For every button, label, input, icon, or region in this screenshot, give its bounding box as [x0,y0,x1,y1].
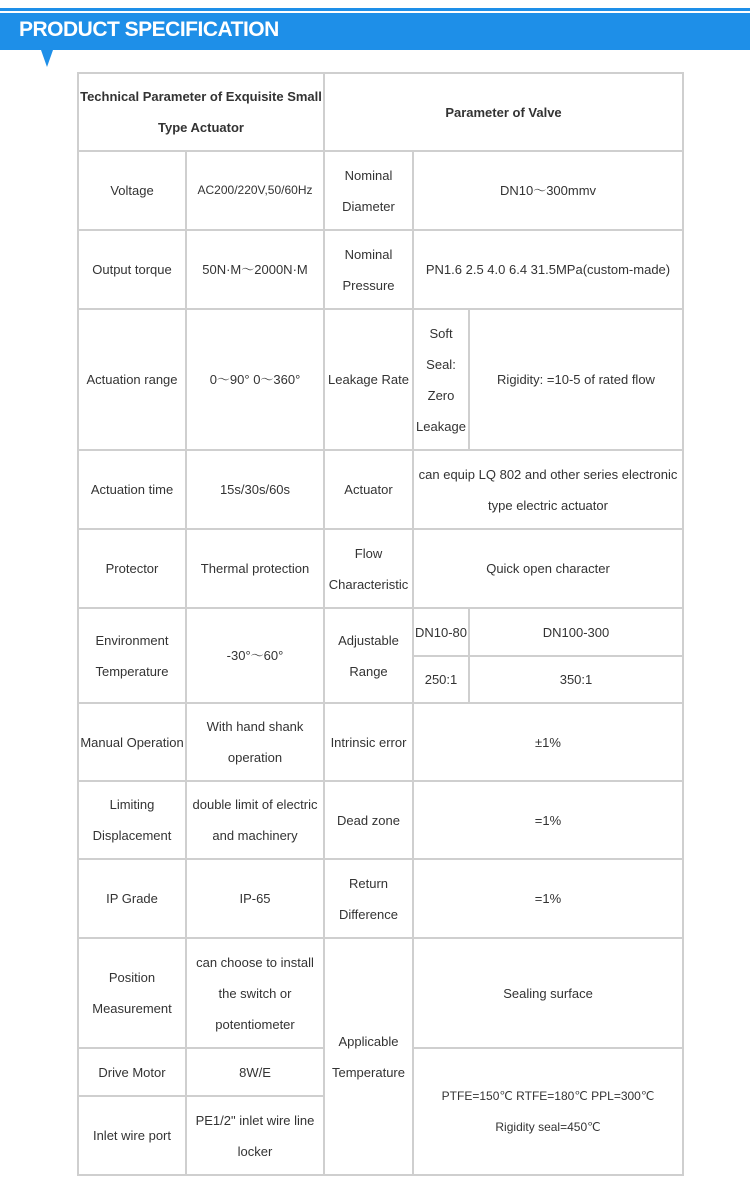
valve-label: Flow Characteristic [324,529,413,608]
table-row [78,230,683,309]
table-row [78,309,683,450]
table-row [78,781,683,859]
range-value-2: 350:1 [469,656,683,703]
valve-value: PN1.6 2.5 4.0 6.4 31.5MPa(custom-made) [413,230,683,309]
valve-label: Intrinsic error [324,703,413,781]
range-header-1: DN10-80 [413,608,469,656]
section-title: PRODUCT SPECIFICATION [19,18,279,41]
param-label: Manual Operation [78,703,186,781]
param-value: AC200/220V,50/60Hz [186,151,324,230]
param-value: -30°～60° [186,608,324,703]
spec-table [77,72,684,1176]
valve-label: Actuator [324,450,413,529]
valve-value: ±1% [413,703,683,781]
table-row [78,938,683,1048]
param-label: IP Grade [78,859,186,938]
param-value: 50N·M～2000N·M [186,230,324,309]
param-label: Drive Motor [78,1048,186,1096]
valve-label: Applicable Temperature [324,938,413,1175]
param-value: IP-65 [186,859,324,938]
param-label: Protector [78,529,186,608]
valve-value: =1% [413,859,683,938]
actuator-header: Technical Parameter of Exquisite Small Type Actuator [78,73,324,151]
valve-value: Quick open character [413,529,683,608]
banner-top-line [0,8,750,11]
param-label: Position Measurement [78,938,186,1048]
table-header-row [78,73,683,151]
param-value: Thermal protection [186,529,324,608]
param-value: With hand shank operation [186,703,324,781]
valve-value: can equip LQ 802 and other series electronic type electric actuator [413,450,683,529]
param-label: Voltage [78,151,186,230]
param-value: 8W/E [186,1048,324,1096]
param-label: Actuation range [78,309,186,450]
valve-label: Adjustable Range [324,608,413,703]
param-label: Output torque [78,230,186,309]
table-row [78,151,683,230]
param-value: can choose to install the switch or potentiometer [186,938,324,1048]
valve-label: Leakage Rate [324,309,413,450]
valve-value: =1% [413,781,683,859]
param-label: Inlet wire port [78,1096,186,1175]
banner-pointer [41,50,53,67]
param-label: Environment Temperature [78,608,186,703]
section-banner [0,13,750,50]
valve-label: Dead zone [324,781,413,859]
valve-subvalue: Soft Seal: Zero Leakage [413,309,469,450]
param-label: Limiting Displacement [78,781,186,859]
table-row [78,608,683,656]
table-row [78,859,683,938]
param-value: 0～90° 0～360° [186,309,324,450]
table-row [78,450,683,529]
temperature-line-1: PTFE=150℃ RTFE=180℃ PPL=300℃ [441,1088,655,1103]
valve-value: Rigidity: =10-5 of rated flow [469,309,683,450]
param-label: Actuation time [78,450,186,529]
range-header-2: DN100-300 [469,608,683,656]
param-value: double limit of electric and machinery [186,781,324,859]
valve-value: DN10～300mmv [413,151,683,230]
range-value-1: 250:1 [413,656,469,703]
temperature-values [413,1048,683,1175]
temperature-line-2: Rigidity seal=450℃ [495,1119,601,1134]
param-value: PE1/2" inlet wire line locker [186,1096,324,1175]
valve-header: Parameter of Valve [324,73,683,151]
valve-label: Return Difference [324,859,413,938]
valve-value: Sealing surface [413,938,683,1048]
table-row [78,529,683,608]
table-row [78,703,683,781]
param-value: 15s/30s/60s [186,450,324,529]
valve-label: Nominal Diameter [324,151,413,230]
valve-label: Nominal Pressure [324,230,413,309]
